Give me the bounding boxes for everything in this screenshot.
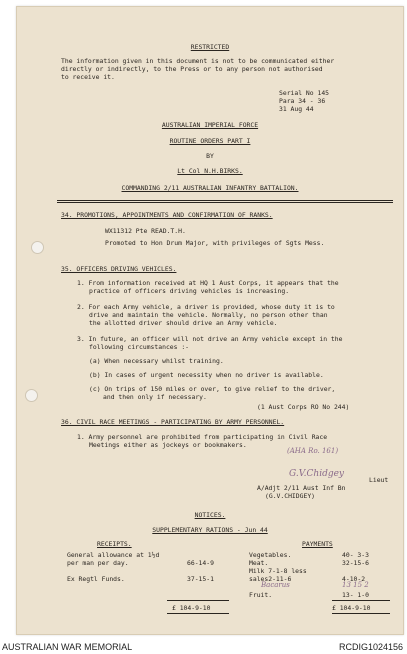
signature-rank: Lieut bbox=[369, 476, 389, 484]
serial-number: Serial No 145 bbox=[279, 89, 330, 97]
section-35-text: practice of officers driving vehicles is increasing. bbox=[89, 287, 290, 295]
section-divider bbox=[57, 202, 393, 203]
receipt-amount: 66-14-9 bbox=[187, 559, 214, 567]
receipts-label: RECEIPTS. bbox=[97, 540, 132, 548]
notice-text: The information given in this document is not to be communicated either bbox=[61, 57, 335, 65]
punch-hole bbox=[31, 241, 44, 254]
archive-footer bbox=[0, 638, 407, 654]
section-35-text: (c) On trips of 150 miles or over, to give relief to the driver, bbox=[89, 385, 336, 393]
notices-heading: NOTICES. bbox=[194, 511, 226, 519]
section-divider bbox=[57, 200, 393, 201]
command-title: COMMANDING 2/11 AUSTRALIAN INFANTRY BATTALION. bbox=[121, 184, 299, 192]
force-title: AUSTRALIAN IMPERIAL FORCE bbox=[161, 121, 259, 129]
payment-item: Vegetables. bbox=[249, 551, 292, 559]
total-rule bbox=[167, 600, 229, 601]
payments-total: £ 104-9-10 bbox=[332, 604, 371, 612]
payment-amount: 4-10-2 bbox=[342, 575, 366, 583]
by-label: BY bbox=[206, 152, 214, 160]
receipts-total: £ 104-9-10 bbox=[172, 604, 211, 612]
total-rule bbox=[332, 600, 390, 601]
section-35-reference: (1 Aust Corps RO No 244) bbox=[257, 403, 350, 411]
payment-item: Fruit. bbox=[249, 591, 273, 599]
receipt-amount: 37-15-1 bbox=[187, 575, 214, 583]
payment-amount: 13- 1-0 bbox=[342, 591, 369, 599]
receipt-item: General allowance at 1½d bbox=[67, 551, 160, 559]
handwritten-payment: Bacarus bbox=[261, 581, 290, 589]
notice-text: to receive it. bbox=[61, 73, 115, 81]
payment-item: Milk 7-1-8 less bbox=[249, 567, 307, 575]
payment-item: sales2-11-6 bbox=[249, 575, 292, 583]
section-35-text: drive and maintain the vehicle. Normally, no person other than bbox=[89, 311, 328, 319]
section-35-text: following circumstances :- bbox=[89, 343, 190, 351]
section-35-text: 1. From information received at HQ 1 Aust Corps, it appears that the bbox=[77, 279, 339, 287]
rations-subheading: SUPPLEMENTARY RATIONS - Jun 44 bbox=[152, 526, 268, 534]
section-35-text: and then only if necessary. bbox=[103, 393, 207, 401]
section-34-text: WX11312 Pte READ.T.H. bbox=[105, 227, 186, 235]
archive-id: RCDIG1024156 bbox=[338, 642, 403, 652]
section-35-text: 2. For each Army vehicle, a driver is provided, whose duty it is to bbox=[77, 303, 335, 311]
payment-amount: 40- 3-3 bbox=[342, 551, 369, 559]
para-range: Para 34 - 36 bbox=[279, 97, 326, 105]
section-35-heading: 35. OFFICERS DRIVING VEHICLES. bbox=[61, 265, 177, 273]
section-35-text: 3. In future, an officer will not drive an Army vehicle except in the bbox=[77, 335, 343, 343]
section-35-text: (b) In cases of urgent necessity when no driver is available. bbox=[89, 371, 324, 379]
receipt-item: per man per day. bbox=[67, 559, 129, 567]
total-rule bbox=[332, 613, 390, 614]
order-date: 31 Aug 44 bbox=[279, 105, 314, 113]
section-34-text: Promoted to Hon Drum Major, with privileges of Sgts Mess. bbox=[105, 239, 325, 247]
signature-name: (G.V.CHIDGEY) bbox=[265, 492, 316, 500]
notice-text: directly or indirectly, to the Press or to any person not authorised bbox=[61, 65, 323, 73]
section-36-heading: 36. CIVIL RACE MEETINGS - PARTICIPATING BY ARMY PERSONNEL. bbox=[61, 418, 285, 426]
officer-name: Lt Col N.H.BIRKS. bbox=[177, 167, 243, 175]
total-rule bbox=[167, 613, 229, 614]
document-page bbox=[16, 6, 404, 635]
handwritten-payment-amount: 13 15 2 bbox=[342, 581, 369, 589]
signature: G.V.Chidgey bbox=[289, 469, 345, 479]
payment-item: Meat. bbox=[249, 559, 269, 567]
punch-hole bbox=[25, 389, 38, 402]
section-35-text: the allotted driver should drive an Army vehicle. bbox=[89, 319, 278, 327]
section-35-text: (a) When necessary whilst training. bbox=[89, 357, 224, 365]
payment-amount: 32-15-6 bbox=[342, 559, 369, 567]
section-36-text: Meetings either as jockeys or bookmakers. bbox=[89, 441, 247, 449]
section-36-text: 1. Army personnel are prohibited from participating in Civil Race bbox=[77, 433, 328, 441]
classification-label: RESTRICTED bbox=[190, 43, 230, 51]
orders-title: ROUTINE ORDERS PART I bbox=[169, 137, 251, 145]
section-34-heading: 34. PROMOTIONS, APPOINTMENTS AND CONFIRMATION OF RANKS. bbox=[61, 211, 273, 219]
archive-name: AUSTRALIAN WAR MEMORIAL bbox=[2, 642, 133, 652]
payments-label: PAYMENTS bbox=[302, 540, 333, 548]
receipt-item: Ex Regtl Funds. bbox=[67, 575, 125, 583]
handwritten-reference: (AHA Ro. 161) bbox=[287, 447, 339, 455]
signature-title: A/Adjt 2/11 Aust Inf Bn bbox=[257, 484, 346, 492]
